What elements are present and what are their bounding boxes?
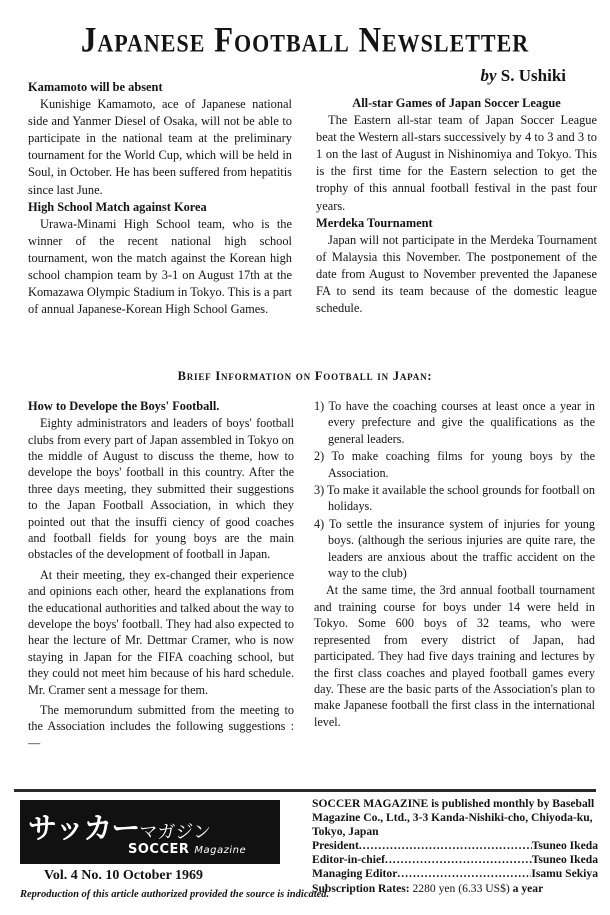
suggestion-item: 3) To make it available the school grounds for football on holidays.: [314, 483, 595, 514]
left-column-top: [28, 79, 292, 318]
editor-row: [312, 853, 598, 867]
managing-name: Isamu Sekiya: [531, 867, 598, 881]
allstar-heading: All-star Games of Japan Soccer League: [352, 96, 561, 110]
publisher-info: [312, 797, 598, 896]
logo-japanese-small: マガジン: [139, 822, 211, 843]
suggestions-list: [314, 398, 595, 581]
boys-para-2: At their meeting, they ex-changed their experience and opinions each other, heard the explanations from the educational authorities and talked about the way to develope the boys' football. They had also expected to hear the lecture of Mr. Dettmar Cramer, who is now staying in Japan for the FIFA coaching school, but they could not meet him because of his hard schedule. Mr. Cramer sent a message for them.: [28, 567, 295, 697]
merdeka-heading: Merdeka Tournament: [316, 215, 433, 230]
left-column-bottom: [28, 398, 294, 751]
logo-japanese: [28, 806, 211, 847]
byline-name: S. Ushiki: [500, 66, 566, 85]
president-label: President: [312, 839, 359, 853]
merdeka-body: Japan will not participate in the Merdeka Tournament of Malaysia this November. The postponement of the date from August to November prevented the Japanese FA to send its team because of the domestic league schedule.: [316, 232, 597, 316]
right-column-top: [316, 95, 597, 317]
publisher-line: SOCCER MAGAZINE is published monthly by Baseball Magazine Co., Ltd., 3-3 Kanda-Nishiki-cho, Chiyoda-ku, Tokyo, Japan: [312, 797, 595, 839]
allstar-body: The Eastern all-star team of Japan Soccer League beat the Western all-stars successively by 4 to 3 and 3 to 1 on the last of August in Nishinomiya and Tokyo. This is the first time for the Eastern selection to get the trophy of this annual football festival in the past four years.: [316, 113, 597, 213]
logo-english-small: Magazine: [194, 845, 247, 856]
right-column-bottom: [314, 398, 595, 730]
byline: [481, 66, 567, 86]
highschool-heading: High School Match against Korea: [28, 199, 207, 214]
suggestion-item: 4) To settle the insurance system of injuries for young boys. (although the serious injuries are quite rare, the leaders are anxious about the traffic accident on the way to the club): [314, 516, 595, 581]
logo-japanese-main: サッカー: [28, 811, 140, 845]
editor-name: Tsuneo Ikeda: [531, 853, 598, 867]
reproduction-notice: Reproduction of this article authorized provided the source is indicated.: [20, 889, 330, 900]
managing-row: [312, 867, 598, 881]
president-name: Tsuneo Ikeda: [531, 839, 598, 853]
boys-para-4: At the same time, the 3rd annual football tournament and training course for boys under 14 were held in Tokyo. Some 600 boys of 32 teams, who were represented from every district of Japan, had participated. They had five days training and lectures by the first class coaches and played football games every day. These are the basic parts of the Association's plan to make Japanese football the first class in the international level.: [314, 583, 595, 729]
managing-label: Managing Editor: [312, 867, 398, 881]
suggestion-item: 1) To have the coaching courses at least once a year in every prefecture and give the qualifications as the general leaders.: [314, 399, 595, 446]
suggestion-item: 2) To make coaching films for young boys by the Association.: [314, 449, 595, 480]
logo-english: [128, 842, 246, 857]
section-title: Brief Information on Football in Japan:: [177, 369, 433, 383]
subscription-row: [312, 882, 598, 896]
boys-para-3: The memorundum submitted from the meeting to the Association includes the following suggestions : —: [28, 703, 294, 750]
masthead-title: Japanese Football Newsletter: [80, 19, 530, 60]
highschool-body: Urawa-Minami High School team, who is the winner of the recent national high school tournament, won the match against the Korean high school champion team by 3-1 on August 17th at the Komazawa Olympic Stadium in Tokyo. This is a part of annual Japanese-Korean High School Games.: [28, 216, 293, 317]
logo-english-main: SOCCER: [128, 842, 190, 857]
issue-number: Vol. 4 No. 10 October 1969: [44, 868, 204, 883]
soccer-magazine-logo: [20, 800, 280, 864]
footer-divider: [14, 789, 596, 792]
president-row: [312, 839, 598, 853]
subscription-label: Subscription Rates:: [312, 881, 410, 895]
subscription-suffix: a year: [512, 881, 544, 895]
kamamoto-heading: Kamamoto will be absent: [28, 80, 163, 94]
subscription-value: 2280 yen (6.33 US$): [412, 881, 510, 895]
byline-prefix: by: [480, 66, 497, 85]
editor-label: Editor-in-chief: [312, 853, 385, 867]
boys-para-1: Eighty administrators and leaders of boys' football clubs from every part of Japan assembled in Tokyo on the middle of August to discuss the theme, how to develope the boys' football in this country. After the three days meeting, they submitted their suggestions to the Japan Football Association, in which they pointed out that the insuffi ciency of good coaches and football fields for young boys are the main obstacles of the development of football in Japan.: [28, 416, 294, 562]
boys-heading: How to Develope the Boys' Football.: [28, 399, 220, 413]
kamamoto-body: Kunishige Kamamoto, ace of Japanese national side and Yanmer Diesel of Osaka, will not be able to participate in the national team at the preliminary tournament for the World Cup, which will be held in Soul, in October. He has been suffered from hepatitis since last June.: [28, 97, 292, 197]
